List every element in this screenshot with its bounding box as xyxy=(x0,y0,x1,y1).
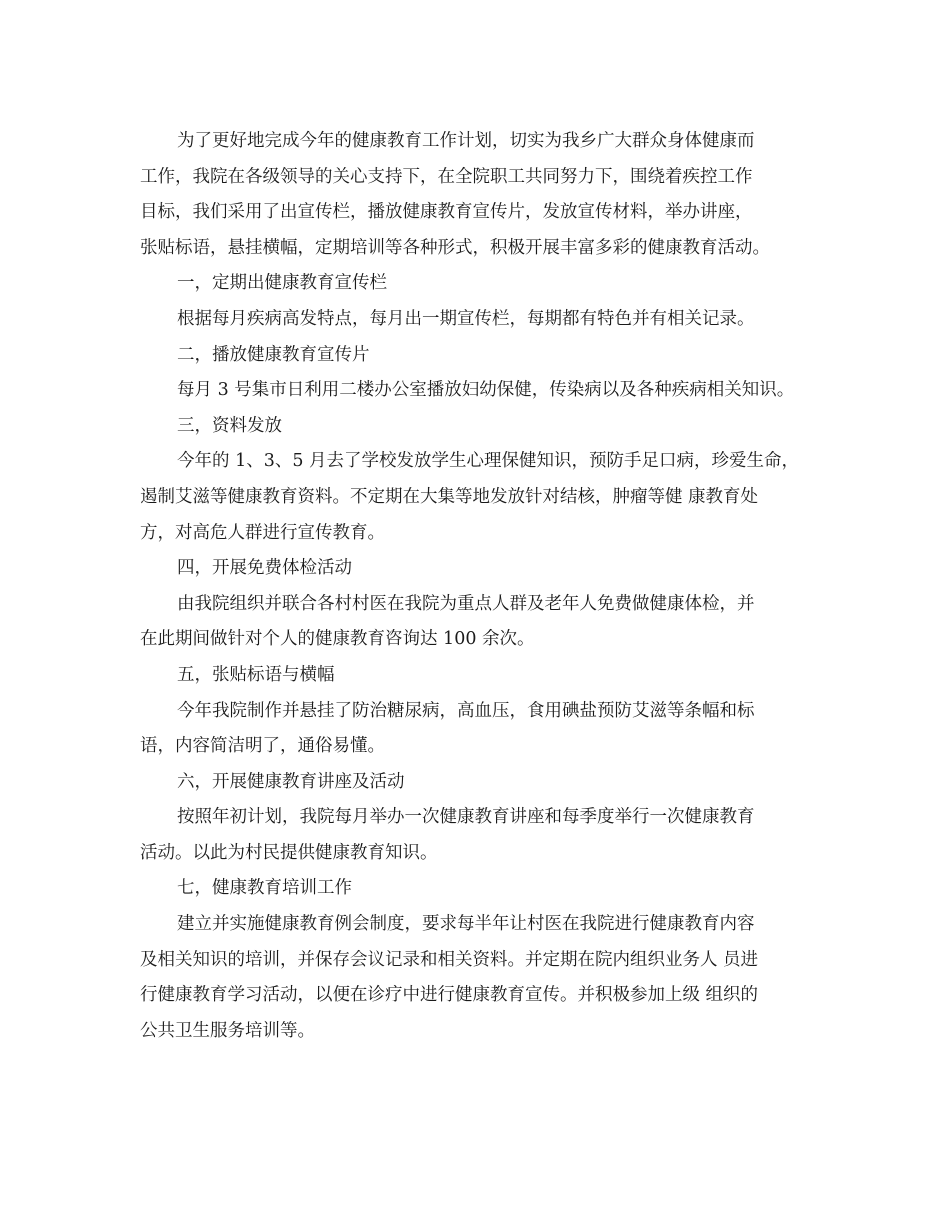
text-line: 及相关知识的培训，并保存会议记录和相关资料。并定期在院内组织业务人 员进 xyxy=(140,949,759,970)
text-line: 四，开展免费体检活动 xyxy=(177,558,352,579)
text-line: 今年的 1、3、5 月去了学校发放学生心理保健知识，预防手足口病，珍爱生命， xyxy=(177,451,800,472)
text-line: 目标，我们采用了出宣传栏，播放健康教育宣传片，发放宣传材料，举办讲座， xyxy=(140,202,753,223)
text-line: 由我院组织并联合各村村医在我院为重点人群及老年人免费做健康体检，并 xyxy=(177,593,755,614)
text-line: 为了更好地完成今年的健康教育工作计划，切实为我乡广大群众身体健康而 xyxy=(177,131,755,151)
text-line: 按照年初计划，我院每月举办一次健康教育讲座和每季度举行一次健康教育 xyxy=(177,807,755,828)
text-line: 每月 3 号集市日利用二楼办公室播放妇幼保健，传染病以及各种疾病相关知识。 xyxy=(177,380,795,401)
text-line: 二，播放健康教育宣传片 xyxy=(177,344,370,365)
text-line: 语，内容简洁明了，通俗易懂。 xyxy=(140,736,385,757)
text-line: 根据每月疾病高发特点，每月出一期宣传栏，每期都有特色并有相关记录。 xyxy=(177,308,755,329)
text-line: 行健康教育学习活动，以便在诊疗中进行健康教育宣传。并积极参加上级 组织的 xyxy=(140,985,759,1006)
text-line: 方，对高危人群进行宣传教育。 xyxy=(140,522,385,543)
text-line: 在此期间做针对个人的健康教育咨询达 100 余次。 xyxy=(140,629,535,650)
text-line: 工作，我院在各级领导的关心支持下，在全院职工共同努力下，围绕着疾控工作 xyxy=(140,166,753,187)
document-body xyxy=(140,124,830,1049)
text-line: 七，健康教育培训工作 xyxy=(177,878,352,899)
text-line: 六，开展健康教育讲座及活动 xyxy=(177,771,405,792)
text-line: 活动。以此为村民提供健康教育知识。 xyxy=(140,842,438,863)
text-line: 建立并实施健康教育例会制度，要求每半年让村医在我院进行健康教育内容 xyxy=(177,914,755,935)
text-line: 今年我院制作并悬挂了防治糖尿病，高血压，食用碘盐预防艾滋等条幅和标 xyxy=(177,700,755,721)
text-line: 遏制艾滋等健康教育资料。不定期在大集等地发放针对结核，肿瘤等健 康教育处 xyxy=(140,486,759,507)
text-line: 五，张贴标语与横幅 xyxy=(177,664,335,685)
text-line: 张贴标语，悬挂横幅，定期培训等各种形式，积极开展丰富多彩的健康教育活动。 xyxy=(140,237,770,258)
text-line: 公共卫生服务培训等。 xyxy=(140,1020,315,1041)
text-line: 三，资料发放 xyxy=(177,415,282,436)
text-line: 一，定期出健康教育宣传栏 xyxy=(177,273,387,294)
